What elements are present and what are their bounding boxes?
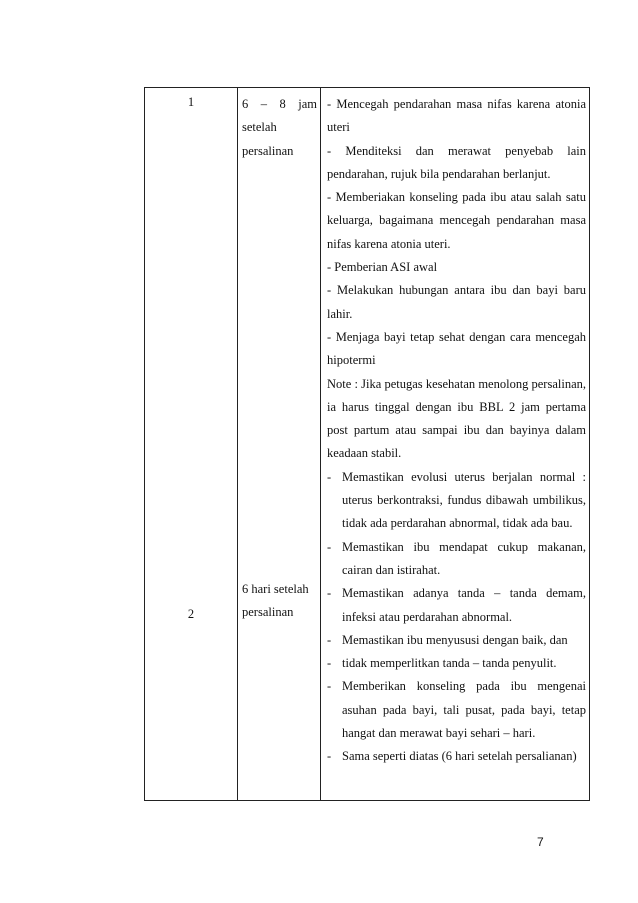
bullet-dash: -: [327, 679, 332, 694]
care-item-6: - Menjaga bayi tetap sehat dengan cara mencegah hipotermi: [327, 329, 586, 368]
bullet-item-3: [327, 582, 586, 629]
visit-time-1-line2: setelah: [242, 120, 277, 135]
bullet-text: Memastikan ibu mendapat cukup makanan, cairan dan istirahat.: [342, 539, 586, 577]
bullet-text: Memastikan adanya tanda – tanda demam, infeksi atau perdarahan abnormal.: [342, 586, 586, 624]
bullet-dash: -: [327, 749, 332, 764]
care-item-3: - Memberiakan konseling pada ibu atau salah satu keluarga, bagaimana mencegah pendarahan masa nifas karena atonia uteri.: [327, 190, 586, 251]
row-number-1: 1: [187, 95, 195, 109]
row-number-2: 2: [187, 607, 195, 621]
column-divider: [237, 88, 238, 800]
bullet-item-5: [327, 652, 586, 675]
visit-time-2-line2: persalinan: [242, 605, 294, 620]
bullet-dash: -: [327, 656, 332, 671]
visit-schedule-table: [144, 87, 590, 801]
bullet-dash: -: [327, 539, 332, 554]
care-item-2-line2: pendarahan, rujuk bila pendarahan berlanjut.: [327, 166, 551, 181]
visit-time-1-line1: 6 – 8 jam: [242, 97, 317, 111]
care-item-4: - Pemberian ASI awal: [327, 260, 438, 275]
visit-time-1-line3: persalinan: [242, 143, 294, 158]
bullet-text: Memberikan konseling pada ibu mengenai asuhan pada bayi, tali pusat, pada bayi, tetap hangat dan merawat bayi sehari – hari.: [342, 679, 586, 741]
bullet-item-6: [327, 675, 586, 745]
bullet-dash: -: [327, 632, 332, 647]
column-divider: [320, 88, 321, 800]
bullet-item-7: [327, 745, 586, 768]
visit-time-2-line1: 6 hari setelah: [242, 582, 309, 596]
visit-time-1: [242, 93, 317, 163]
bullet-dash: -: [327, 469, 332, 484]
care-item-1-line2: uteri: [327, 120, 350, 135]
bullet-text: Sama seperti diatas (6 hari setelah persalianan): [342, 749, 577, 764]
visit-time-2: [242, 578, 317, 625]
care-item-2-line1: - Menditeksi dan merawat penyebab lain: [327, 143, 586, 158]
bullet-text: tidak memperlitkan tanda – tanda penyulit.: [342, 656, 557, 671]
bullet-item-4: [327, 629, 586, 652]
care-item-1-line1: - Mencegah pendarahan masa nifas karena atonia: [327, 97, 586, 111]
page-number: 7: [537, 835, 544, 849]
care-note: Note : Jika petugas kesehatan menolong persalinan, ia harus tinggal dengan ibu BBL 2 jam pertama post partum atau sampai ibu dan bayinya dalam keadaan stabil.: [327, 376, 586, 461]
care-item-5: - Melakukan hubungan antara ibu dan bayi baru lahir.: [327, 283, 586, 321]
bullet-item-1: [327, 466, 586, 536]
bullet-dash: -: [327, 586, 332, 601]
care-content: [327, 93, 586, 769]
bullet-text: Memastikan ibu menyususi dengan baik, dan: [342, 632, 568, 647]
bullet-item-2: [327, 536, 586, 583]
bullet-text: Memastikan evolusi uterus berjalan normal : uterus berkontraksi, fundus dibawah umbilikus, tidak ada perdarahan abnormal, tidak ada bau.: [342, 469, 586, 531]
